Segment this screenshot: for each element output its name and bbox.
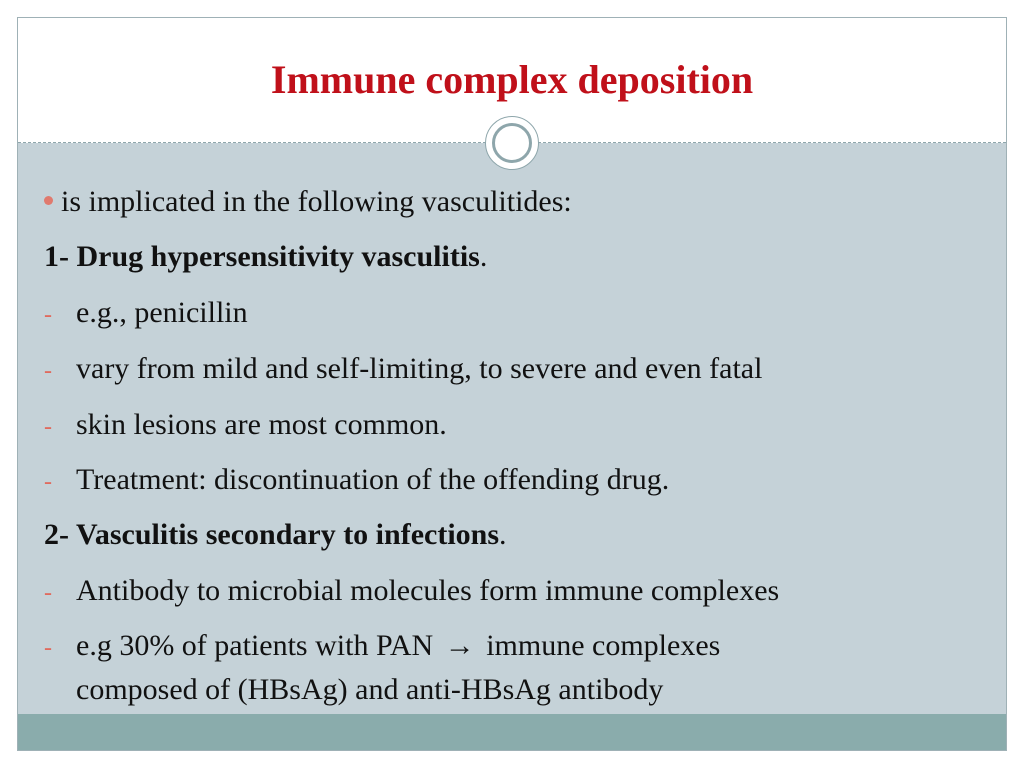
circle-ring-icon (492, 123, 532, 163)
slide-title: Immune complex deposition (270, 57, 754, 102)
list-item-pan-continuation (44, 668, 986, 712)
list-item-text: e.g., penicillin (76, 296, 248, 329)
divider-circle-ornament (485, 116, 539, 170)
intro-bullet (44, 180, 986, 224)
arrow-right-icon: → (444, 629, 475, 662)
section-2-heading (44, 513, 986, 557)
list-item-text: Treatment: discontinuation of the offending drug. (76, 463, 670, 496)
section-1-heading (44, 235, 986, 279)
list-item-text: Antibody to microbial molecules form immune complexes (76, 574, 780, 607)
section-1-heading-text: 1- Drug hypersensitivity vasculitis (44, 240, 480, 273)
bullet-dot-icon (44, 196, 53, 205)
pan-text-after: immune complexes (486, 629, 721, 662)
dash-marker: - (44, 580, 52, 606)
dash-marker: - (44, 469, 52, 495)
section-2-heading-text: 2- Vasculitis secondary to infections (44, 518, 500, 551)
dash-marker: - (44, 414, 52, 440)
footer-bar (18, 714, 1006, 750)
section-1-heading-suffix: . (479, 240, 488, 273)
list-item (44, 291, 986, 337)
list-item (44, 403, 986, 449)
dash-marker: - (44, 358, 52, 384)
list-item-pan (44, 624, 986, 670)
list-item-text: vary from mild and self-limiting, to severe and even fatal (76, 352, 763, 385)
list-item (44, 347, 986, 393)
dash-marker: - (44, 302, 52, 328)
pan-continuation-text: composed of (HBsAg) and anti-HBsAg antibody (76, 673, 664, 706)
list-item (44, 569, 986, 615)
content-area (18, 143, 1006, 715)
list-item-text: skin lesions are most common. (76, 408, 447, 441)
section-2-heading-suffix: . (499, 518, 507, 551)
pan-text-before: e.g 30% of patients with PAN (76, 629, 434, 662)
dash-marker: - (44, 635, 52, 661)
slide (17, 17, 1007, 751)
intro-text: is implicated in the following vasculitides: (61, 185, 572, 218)
list-item (44, 458, 986, 504)
